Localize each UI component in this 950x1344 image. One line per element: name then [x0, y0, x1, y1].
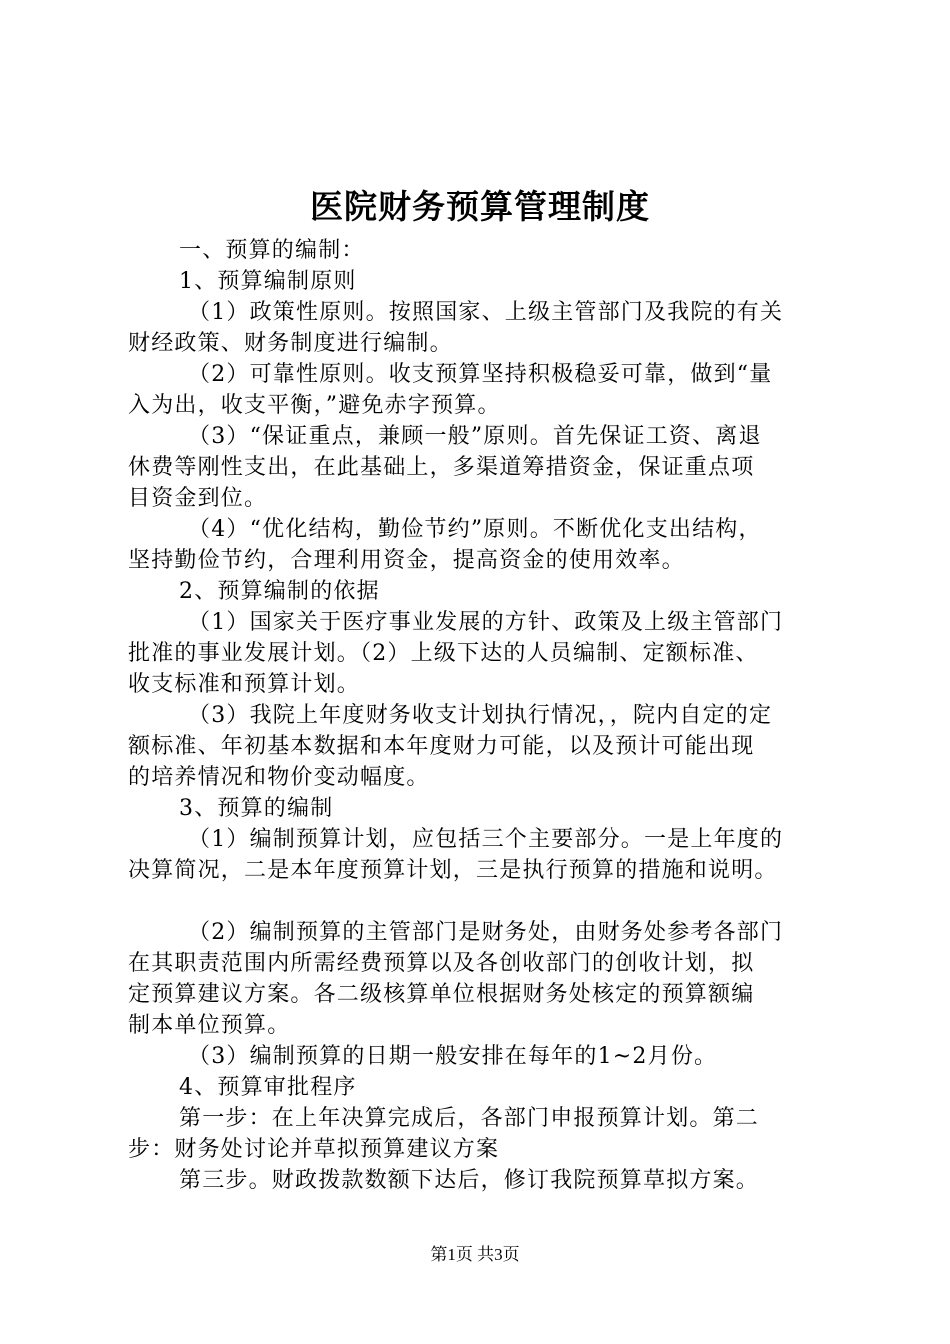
page-footer: 第1页 共3页 — [430, 1245, 520, 1264]
section-heading: 一、预算的编制： — [179, 238, 365, 263]
paragraph-line: （3）我院上年度财务收支计划执行情况，，院内自定的定 — [188, 703, 773, 728]
paragraph-line: 在其职责范围内所需经费预算以及各创收部门的创收计划，拟 — [128, 951, 755, 976]
paragraph-line: 坚持勤俭节约，合理利用资金，提高资金的使用效率。 — [128, 548, 685, 573]
paragraph-line: （3）编制预算的日期一般安排在每年的1~2月份。 — [188, 1044, 718, 1069]
paragraph-line: 第一步：在上年决算完成后，各部门申报预算计划。第二 — [179, 1106, 760, 1131]
paragraph-line: 目资金到位。 — [128, 486, 268, 511]
subsection-heading: 1、预算编制原则 — [179, 269, 357, 294]
document-body — [128, 235, 833, 1196]
subsection-heading: 3、预算的编制 — [179, 796, 334, 821]
paragraph-line: 制本单位预算。 — [128, 1013, 291, 1038]
paragraph-line: 定预算建议方案。各二级核算单位根据财务处核定的预算额编 — [128, 982, 755, 1007]
subsection-heading: 4、预算审批程序 — [179, 1075, 357, 1100]
paragraph-line: （4）“优化结构，勤俭节约”原则。不断优化支出结构， — [188, 517, 762, 542]
paragraph-line: 入为出，收支平衡，”避免赤字预算。 — [128, 393, 501, 418]
paragraph-line: 财经政策、财务制度进行编制。 — [128, 331, 453, 356]
paragraph-line: （2）可靠性原则。收支预算坚持积极稳妥可靠，做到“量 — [188, 362, 773, 387]
paragraph-line: （2）编制预算的主管部门是财务处，由财务处参考各部门 — [188, 920, 784, 945]
paragraph-line: （1）政策性原则。按照国家、上级主管部门及我院的有关 — [188, 300, 784, 325]
subsection-heading: 2、预算编制的依据 — [179, 579, 380, 604]
paragraph-line: 休费等刚性支出，在此基础上，多渠道筹措资金，保证重点项 — [128, 455, 755, 480]
blank-line — [128, 886, 833, 917]
document-title: 医院财务预算管理制度 — [310, 187, 650, 226]
paragraph-line: （1）编制预算计划，应包括三个主要部分。一是上年度的 — [188, 827, 784, 852]
paragraph-line: 决算简况，二是本年度预算计划，三是执行预算的措施和说明。 — [128, 858, 778, 883]
paragraph-line: 额标准、年初基本数据和本年度财力可能，以及预计可能出现 — [128, 734, 755, 759]
paragraph-line: 步：财务处讨论并草拟预算建议方案 — [128, 1137, 500, 1162]
paragraph-line: 批准的事业发展计划。（2）上级下达的人员编制、定额标准、 — [128, 641, 759, 666]
paragraph-line: （3）“保证重点，兼顾一般”原则。首先保证工资、离退 — [188, 424, 762, 449]
paragraph-line: 第三步。财政拨款数额下达后，修订我院预算草拟方案。 — [179, 1168, 760, 1193]
paragraph-line: 收支标准和预算计划。 — [128, 672, 361, 697]
paragraph-line: 的培养情况和物价变动幅度。 — [128, 765, 430, 790]
paragraph-line: （1）国家关于医疗事业发展的方针、政策及上级主管部门 — [188, 610, 784, 635]
